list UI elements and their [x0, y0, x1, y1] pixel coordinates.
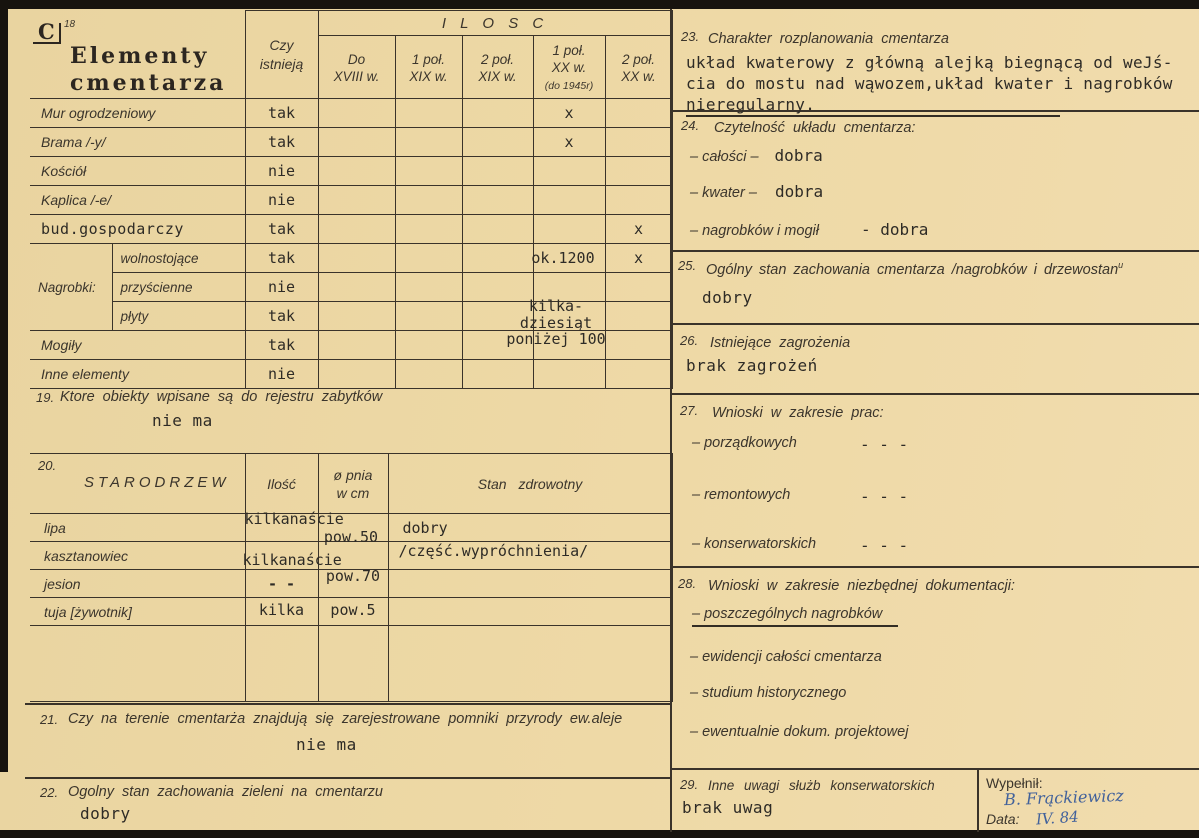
row-label: Kaplica /-e/	[30, 186, 245, 215]
table-row	[30, 186, 672, 215]
section-label: Czy na terenie cmentarża znajdują się zarejestrowane pomniki przyrody ew.aleje	[68, 711, 623, 727]
quantity-value: ok.1200	[533, 244, 605, 273]
period-mark: x	[533, 128, 605, 157]
row-label: przyścienne	[112, 273, 245, 302]
table-filler-row	[30, 626, 672, 702]
scan-edge-left	[0, 0, 8, 772]
exists-value: tak	[245, 215, 318, 244]
exists-value: nie	[245, 157, 318, 186]
signature-handwriting: B. Frąckiewicz	[1003, 785, 1124, 810]
column-header-health: Stan zdrowotny	[388, 454, 672, 514]
tree-quantity: kilkanaście	[242, 550, 342, 569]
documentation-item: – studium historycznego	[690, 685, 847, 701]
documentation-item: – ewentualnie dokum. projektowej	[690, 724, 909, 740]
column-header-period-2: 2 poł. XIX w.	[462, 36, 533, 99]
card-letter: C	[38, 18, 55, 44]
exists-value: tak	[245, 128, 318, 157]
typed-answer: układ kwaterowy z główną alejką biegnącą od weJś- cia do mostu nad wąwozem,układ kwater i nagrobków nieregularny.	[686, 52, 1173, 117]
table-row	[30, 514, 672, 542]
table-row	[30, 99, 672, 128]
row-label: Kościół	[30, 157, 245, 186]
documentation-item: – poszczególnych nagrobków	[692, 606, 898, 622]
row-label: Mogiły	[30, 331, 245, 360]
work-item: – porządkowych - - -	[692, 435, 909, 454]
section-label: Wypełnił:	[986, 775, 1043, 791]
section-label: Czytelność układu cmentarza:	[714, 120, 916, 136]
section-number: 27.	[680, 403, 699, 418]
tree-name: jesion	[30, 570, 245, 598]
section-label: Istniejące zagrożenia	[710, 335, 851, 351]
table-row	[30, 360, 672, 389]
period-mark: x	[605, 244, 672, 273]
scan-edge-top	[0, 0, 1199, 9]
section-30-filled-by	[978, 770, 1199, 830]
tree-diameter: pow.50	[323, 527, 379, 546]
column-header-ilosc: I L O S C	[318, 11, 672, 36]
row-label: Brama /-y/	[30, 128, 245, 157]
period-mark: x	[533, 99, 605, 128]
tree-quantity: kilka	[258, 600, 305, 619]
table-row	[30, 128, 672, 157]
column-header-period-3: 1 poł. XX w. (do 1945r)	[533, 36, 605, 99]
section-label: Wnioski w zakresie prac:	[712, 405, 884, 421]
table-row	[30, 542, 672, 570]
exists-value: tak	[245, 302, 318, 331]
page-title	[70, 43, 226, 97]
group-label-nagrobki: Nagrobki:	[30, 244, 112, 331]
section-number: 29.	[680, 777, 699, 792]
section-value: dobry	[702, 288, 753, 307]
section-28-documentation-recommendations	[672, 568, 1199, 770]
section-23-layout-character	[672, 9, 1199, 112]
tree-name: lipa	[30, 514, 245, 542]
section-number: 19.	[36, 390, 55, 405]
tree-health: dobry	[402, 518, 448, 537]
column-header-exists: Czy istnieją	[245, 11, 318, 99]
section-label: Ktore obiekty wpisane są do rejestru zabytków	[60, 389, 383, 405]
exists-value: tak	[245, 99, 318, 128]
section-number: 23.	[681, 29, 700, 44]
starodrzew-title-cell	[30, 454, 245, 514]
section-label: Inne uwagi służb konserwatorskich	[708, 778, 935, 793]
section-value: dobry	[80, 804, 131, 823]
section-number: 21.	[40, 712, 59, 727]
section-value: nie ma	[152, 411, 213, 430]
table-header-row	[30, 11, 672, 36]
table-row	[30, 598, 672, 626]
label-superscript: u	[1118, 260, 1124, 270]
section-number: 24.	[681, 118, 700, 133]
tree-name: kasztanowiec	[30, 542, 245, 570]
row-label: płyty	[112, 302, 245, 331]
date-label: Data:	[986, 811, 1020, 827]
tree-health: /część.wypróchnienia/	[398, 541, 589, 560]
table-row	[30, 157, 672, 186]
column-header-quantity: Ilość	[245, 454, 318, 514]
exists-value: nie	[245, 360, 318, 389]
row-label: Inne elementy	[30, 360, 245, 389]
section-number: 22.	[40, 785, 59, 800]
card-title-cell	[30, 11, 245, 99]
table-row	[30, 570, 672, 598]
row-label: bud.gospodarczy	[30, 215, 245, 244]
section-number: 20.	[38, 458, 57, 473]
exists-value: tak	[245, 244, 318, 273]
section-label: Wnioski w zakresie niezbędnej dokumentacji:	[708, 578, 1015, 594]
table-row	[30, 215, 672, 244]
section-27-work-recommendations	[672, 395, 1199, 568]
section-label: Charakter rozplanowania cmentarza	[708, 31, 949, 47]
section-number: 25.	[678, 258, 697, 273]
period-mark: x	[605, 215, 672, 244]
work-item: – konserwatorskich - - -	[692, 536, 909, 555]
date-handwriting: IV. 84	[1035, 807, 1080, 829]
divider	[25, 777, 672, 779]
tree-diameter: pow.5	[330, 600, 376, 619]
section-number: 26.	[680, 333, 699, 348]
column-header-period-4: 2 poł. XX w.	[605, 36, 672, 99]
section-label: Ogolny stan zachowania zieleni na cmentarzu	[68, 784, 383, 800]
legibility-item: – całości – dobra	[690, 146, 823, 165]
tree-quantity: kilkanaście	[244, 509, 344, 528]
old-trees-table	[30, 453, 673, 702]
legibility-item: – nagrobków i mogił - dobra	[690, 220, 929, 239]
section-value: nie ma	[296, 735, 357, 754]
tree-diameter: pow.70	[325, 566, 381, 585]
section-25-overall-condition	[672, 252, 1199, 325]
column-header-period-1: 1 poł. XIX w.	[395, 36, 462, 99]
tree-quantity: - -	[267, 574, 296, 593]
tree-name: tuja [żywotnik]	[30, 598, 245, 626]
page-title-line2: cmentarza	[70, 69, 227, 96]
exists-value: nie	[245, 273, 318, 302]
row-label: wolnostojące	[112, 244, 245, 273]
table-header-row	[30, 454, 672, 514]
page-title-line1: Elementy	[70, 42, 210, 69]
section-label: Ogólny stan zachowania cmentarza /nagrobków i drzewostan$^u$	[706, 260, 1124, 278]
exists-value: tak	[245, 331, 318, 360]
section-24-layout-legibility	[672, 112, 1199, 252]
section-26-threats	[672, 325, 1199, 395]
legibility-item: – kwater – dobra	[690, 182, 824, 201]
column-header-diameter: ø pnia w cm	[318, 454, 388, 514]
section-value: brak zagrożeń	[686, 356, 818, 375]
section-number: 28.	[678, 576, 697, 591]
table-row	[30, 244, 672, 273]
quantity-overlay: kilka- dziesiąt poniżej 100	[506, 297, 606, 348]
column-header-period-0: Do XVIII w.	[318, 36, 395, 99]
documentation-item: – ewidencji całości cmentarza	[690, 649, 882, 665]
exists-value: nie	[245, 186, 318, 215]
section-value: brak uwag	[682, 798, 774, 817]
divider	[25, 703, 672, 705]
scan-edge-bottom	[0, 830, 1199, 838]
row-label: Mur ogrodzeniowy	[30, 99, 245, 128]
starodrzew-title: STARODRZEW	[84, 474, 230, 491]
card-number: 18	[64, 18, 76, 30]
work-item: – remontowych - - -	[692, 487, 909, 506]
